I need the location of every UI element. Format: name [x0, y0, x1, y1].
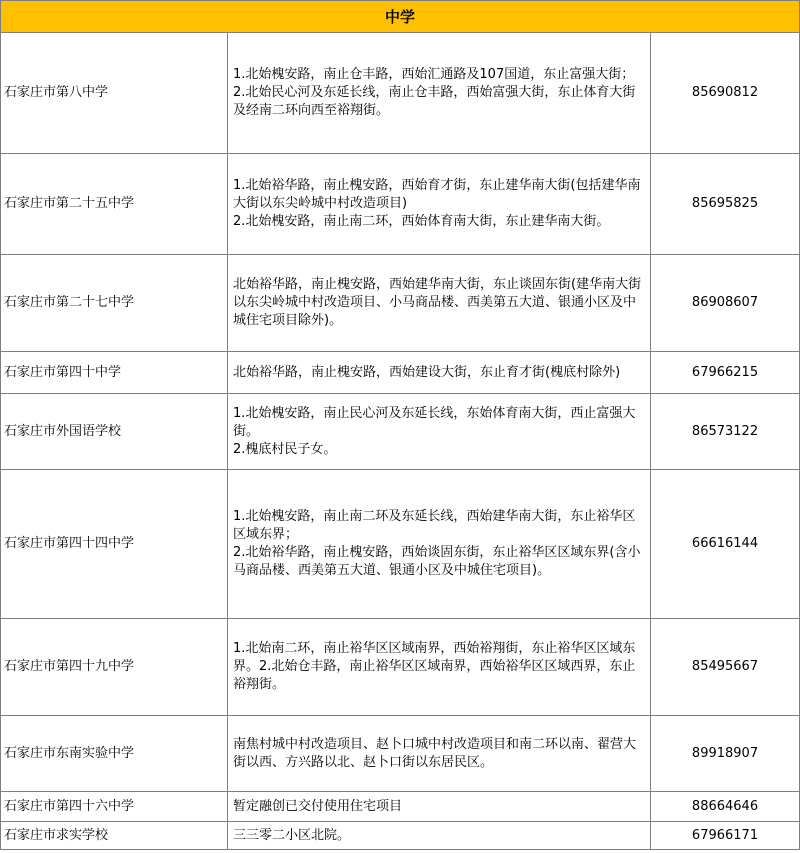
- school-name: 石家庄市第四十九中学: [1, 619, 228, 716]
- table-row: [1, 154, 800, 255]
- area-text: 南焦村城中村改造项目、赵卜口城中村改造项目和南二环以南、翟营大街以西、方兴路以北、赵卜口街以东居民区。: [233, 736, 637, 770]
- phone-number: 88664646: [651, 792, 800, 822]
- school-name: 石家庄市外国语学校: [1, 394, 228, 470]
- table-row: [1, 255, 800, 352]
- table-row: [1, 352, 800, 394]
- area-text: 1.北始槐安路，南止南二环及东延长线，西始建华南大街，东止裕华区区域东界； 2.北始裕华路，南止槐安路，西始谈固东街，东止裕华区区域东界(含小马商品楼、西美第五大道、银通小区及中城住宅项目)。: [233, 509, 641, 578]
- area-text: 1.北始槐安路，南止仓丰路，西始汇通路及107国道，东止富强大街； 2.北始民心河及东延长线，南止仓丰路，西始富强大街，东止体育大街及经南二环向西至裕翔街。: [233, 67, 636, 118]
- phone-number: 86908607: [651, 255, 800, 352]
- school-name: 石家庄市第二十五中学: [1, 154, 228, 255]
- phone-number: 67966215: [651, 352, 800, 394]
- school-name: 石家庄市第二十七中学: [1, 255, 228, 352]
- table-row: [1, 792, 800, 822]
- phone-number: 66616144: [651, 470, 800, 619]
- enrollment-area: [228, 154, 651, 255]
- area-text: 1.北始裕华路，南止槐安路，西始育才街，东止建华南大街(包括建华南大街以东尖岭城中村改造项目) 2.北始槐安路，南止南二环，西始体育南大街，东止建华南大街。: [233, 178, 641, 229]
- phone-number: 86573122: [651, 394, 800, 470]
- phone-number: 85495667: [651, 619, 800, 716]
- table-header-row: [1, 1, 800, 33]
- area-text: 暂定融创已交付使用住宅项目: [233, 798, 403, 814]
- school-name: 石家庄市第四十四中学: [1, 470, 228, 619]
- enrollment-area: [228, 470, 651, 619]
- area-text: 北始裕华路，南止槐安路，西始建设大街，东止育才街(槐底村除外): [233, 364, 621, 380]
- phone-number: 85690812: [651, 33, 800, 154]
- phone-number: 85695825: [651, 154, 800, 255]
- area-text: 北始裕华路，南止槐安路，西始建华南大街，东止谈固东街(建华南大街以东尖岭城中村改造项目、小马商品楼、西美第五大道、银通小区及中城住宅项目除外)。: [233, 277, 642, 328]
- table-row: [1, 470, 800, 619]
- enrollment-area: [228, 352, 651, 394]
- area-text: 1.北始槐安路，南止民心河及东延长线，东始体育南大街，西止富强大街。 2.槐底村民子女。: [233, 405, 636, 457]
- school-name: 石家庄市第八中学: [1, 33, 228, 154]
- enrollment-area: [228, 822, 651, 850]
- enrollment-area: [228, 394, 651, 470]
- table-row: [1, 716, 800, 792]
- school-name: 石家庄市求实学校: [1, 822, 228, 850]
- table-row: [1, 33, 800, 154]
- enrollment-area: [228, 716, 651, 792]
- area-text: 三三零二小区北院。: [233, 827, 351, 843]
- enrollment-area: [228, 33, 651, 154]
- area-text: 1.北始南二环，南止裕华区区域南界，西始裕翔街，东止裕华区区域东界。2.北始仓丰路，南止裕华区区域南界，西始裕华区区域西界，东止裕翔街。: [233, 641, 636, 692]
- school-name: 石家庄市第四十六中学: [1, 792, 228, 822]
- enrollment-area: [228, 792, 651, 822]
- phone-number: 89918907: [651, 716, 800, 792]
- school-name: 石家庄市第四十中学: [1, 352, 228, 394]
- school-name: 石家庄市东南实验中学: [1, 716, 228, 792]
- phone-number: 67966171: [651, 822, 800, 850]
- table-row: [1, 619, 800, 716]
- enrollment-area: [228, 619, 651, 716]
- table-row: [1, 394, 800, 470]
- table-title: 中学: [1, 1, 800, 33]
- enrollment-area: [228, 255, 651, 352]
- table-row: [1, 822, 800, 850]
